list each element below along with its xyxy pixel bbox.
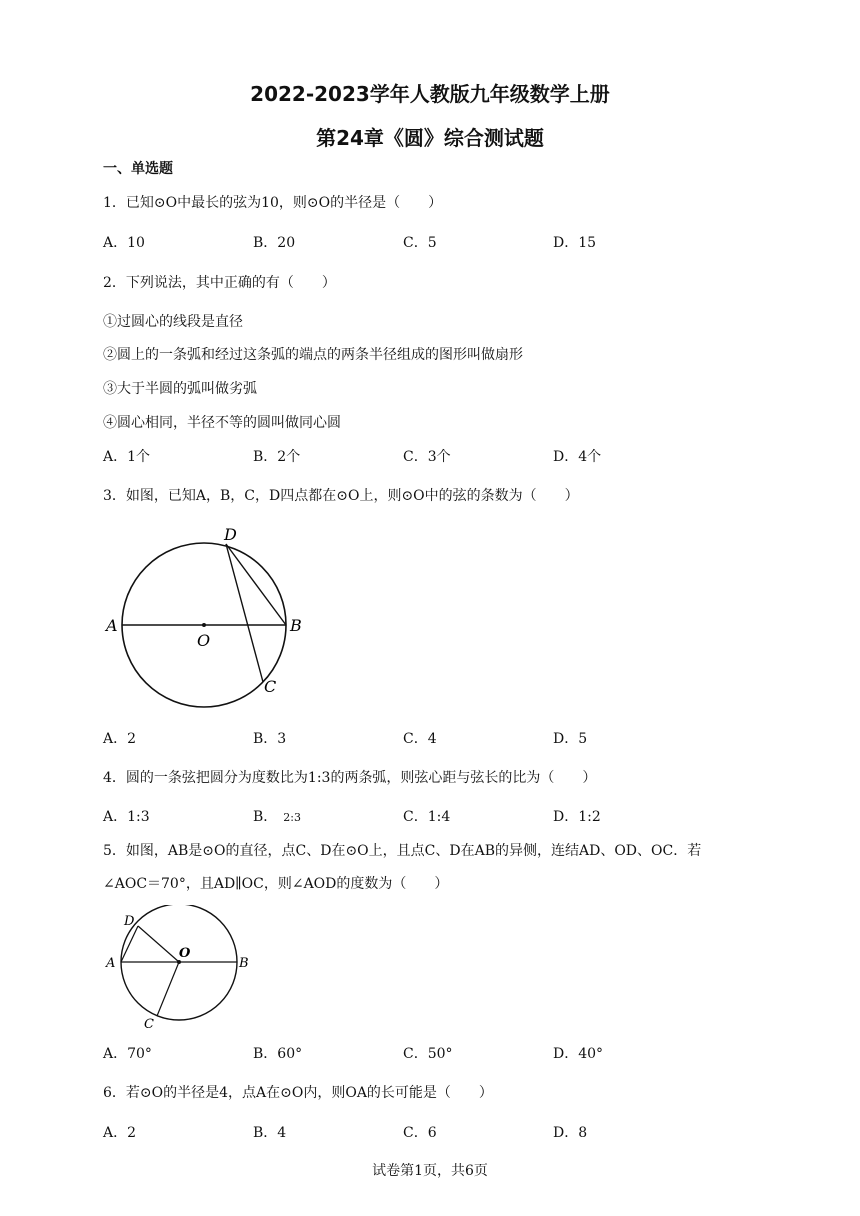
q1-option-b: B．20 (253, 235, 296, 251)
q3-label-a: A (106, 616, 118, 635)
q2-option-d: D．4个 (553, 449, 602, 465)
question-3-stem: 3．如图，已知A，B，C，D四点都在⊙O上，则⊙O中的弦的条数为（ ） (103, 488, 579, 504)
q4-option-a: A．1:3 (103, 809, 150, 825)
q5-radius-oc (157, 962, 179, 1016)
q5-option-d: D．40° (553, 1046, 604, 1062)
question-4-stem: 4．圆的一条弦把圆分为度数比为1:3的两条弧，则弦心距与弦长的比为（ ） (103, 770, 597, 786)
q5-label-o: O (179, 946, 191, 961)
q4-option-d: D．1:2 (553, 809, 601, 825)
q2-option-a: A．1个 (103, 449, 151, 465)
q2-statement-1: ①过圆心的线段是直径 (103, 314, 243, 330)
page-title-line1: 2022-2023学年人教版九年级数学上册 (250, 82, 610, 106)
q6-option-b: B．4 (253, 1125, 287, 1141)
q3-option-a: A．2 (103, 731, 137, 747)
q6-option-d: D．8 (553, 1125, 588, 1141)
q5-label-c: C (144, 1017, 154, 1032)
q5-label-b: B (239, 956, 249, 971)
q3-label-c: C (264, 677, 277, 696)
q5-option-c: C．50° (403, 1046, 453, 1062)
q3-option-c: C．4 (403, 731, 437, 747)
q2-option-b: B．2个 (253, 449, 301, 465)
section-heading: 一、单选题 (103, 161, 173, 177)
q5-label-a: A (106, 956, 116, 971)
page-title-line2: 第24章《圆》综合测试题 (316, 126, 544, 150)
q1-option-c: C．5 (403, 235, 437, 251)
q3-circle-figure (100, 520, 320, 710)
q5-circle-figure (100, 905, 265, 1033)
q3-center-point (202, 623, 206, 627)
q2-option-c: C．3个 (403, 449, 451, 465)
q3-label-d: D (224, 525, 237, 544)
q5-radius-od (138, 926, 179, 962)
q6-option-a: A．2 (103, 1125, 137, 1141)
q1-option-d: D．15 (553, 235, 597, 251)
q6-option-c: C．6 (403, 1125, 437, 1141)
q2-statement-3: ③大于半圆的弧叫做劣弧 (103, 381, 257, 397)
q5-option-b: B．60° (253, 1046, 303, 1062)
q3-option-d: D．5 (553, 731, 588, 747)
question-5-stem-line2: ∠AOC＝70°，且AD∥OC，则∠AOD的度数为（ ） (103, 876, 449, 892)
q3-label-o: O (197, 631, 211, 650)
q4-option-b (253, 806, 301, 826)
q3-chord-dc (226, 544, 263, 682)
q5-label-d: D (124, 914, 135, 929)
q3-label-b: B (290, 616, 302, 635)
q1-option-a: A．10 (103, 235, 145, 251)
q2-statement-4: ④圆心相同，半径不等的圆叫做同心圆 (103, 415, 341, 431)
question-2-stem: 2．下列说法，其中正确的有（ ） (103, 275, 336, 291)
q3-option-b: B．3 (253, 731, 287, 747)
q2-statement-2: ②圆上的一条弧和经过这条弧的端点的两条半径组成的图形叫做扇形 (103, 347, 523, 363)
q5-option-a: A．70° (103, 1046, 152, 1062)
question-6-stem: 6．若⊙O的半径是4，点A在⊙O内，则OA的长可能是（ ） (103, 1085, 493, 1101)
q4-option-b-letter: B． (253, 809, 278, 825)
question-1-stem: 1．已知⊙O中最长的弦为10，则⊙O的半径是（ ） (103, 195, 443, 211)
q3-chord-db (226, 544, 286, 625)
question-5-stem-line1: 5．如图，AB是⊙O的直径，点C、D在⊙O上，且点C、D在AB的异侧，连结AD、OD、OC．若 (103, 843, 702, 859)
q4-option-b-value: 2:3 (283, 811, 301, 824)
page-footer: 试卷第1页，共6页 (372, 1163, 488, 1179)
q4-option-c: C．1:4 (403, 809, 451, 825)
